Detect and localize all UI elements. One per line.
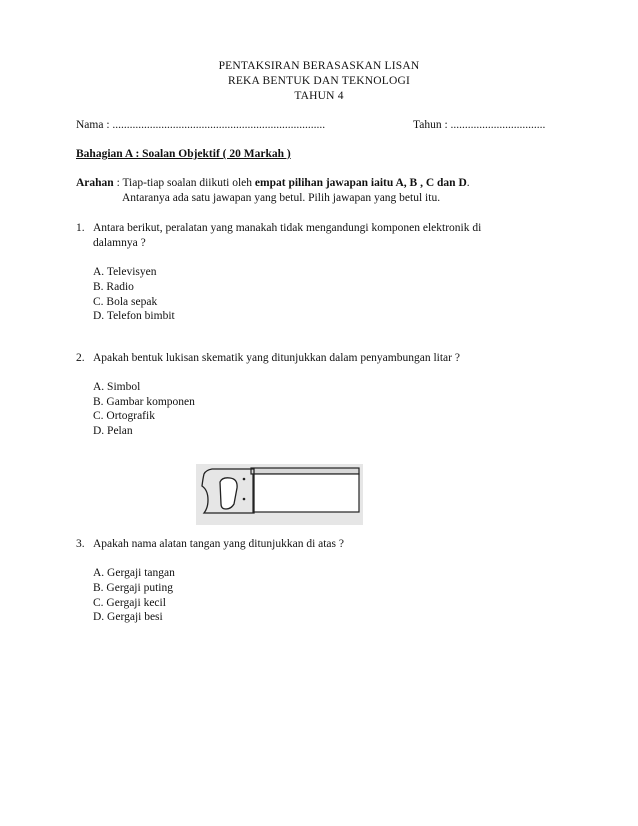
year-field-label: Tahun : .................................	[413, 119, 546, 131]
question-3-option-c: C. Gergaji kecil	[93, 597, 166, 609]
question-3-number: 3.	[76, 538, 85, 550]
question-3-text: Apakah nama alatan tangan yang ditunjukkan di atas ?	[93, 538, 344, 550]
question-2-option-d: D. Pelan	[93, 425, 133, 437]
question-2-option-a: A. Simbol	[93, 381, 141, 393]
instructions-line-2: Antaranya ada satu jawapan yang betul. Pilih jawapan yang betul itu.	[122, 192, 441, 204]
question-3-option-d: D. Gergaji besi	[93, 611, 163, 623]
name-field-label: Nama : ..........................................................................	[76, 119, 326, 131]
saw-blade	[253, 474, 359, 512]
question-3-option-a: A. Gergaji tangan	[93, 567, 175, 579]
tenon-saw-illustration	[196, 464, 363, 525]
question-1-option-c: C. Bola sepak	[93, 296, 158, 308]
instructions-end: .	[466, 177, 470, 189]
section-title: Bahagian A : Soalan Objektif ( 20 Markah )	[76, 148, 291, 160]
header-line-1: PENTAKSIRAN BERASASKAN LISAN	[218, 60, 420, 72]
question-2-option-c: C. Ortografik	[93, 410, 155, 422]
saw-rivet	[243, 478, 246, 481]
question-1-number: 1.	[76, 222, 85, 234]
question-2-option-b: B. Gambar komponen	[93, 396, 195, 408]
saw-rivet	[243, 498, 246, 501]
question-1-text-cont: dalamnya ?	[93, 237, 146, 249]
instructions-text: : Tiap-tiap soalan diikuti oleh	[113, 177, 255, 189]
question-1-option-b: B. Radio	[93, 281, 134, 293]
saw-figure	[196, 464, 363, 525]
question-1-option-d: D. Telefon bimbit	[93, 310, 175, 322]
question-3-option-b: B. Gergaji puting	[93, 582, 173, 594]
saw-grip-hole	[220, 478, 237, 509]
header-line-3: TAHUN 4	[294, 90, 344, 102]
question-1-text: Antara berikut, peralatan yang manakah tidak mengandungi komponen elektronik di	[93, 222, 482, 234]
header-line-2: REKA BENTUK DAN TEKNOLOGI	[227, 75, 411, 87]
saw-back-strip	[251, 468, 359, 474]
instructions-label: Arahan	[76, 177, 114, 189]
instructions-emphasis: empat pilihan jawapan iaitu A, B , C dan D	[254, 177, 467, 189]
question-1-option-a: A. Televisyen	[93, 266, 157, 278]
instructions-line-1	[76, 177, 470, 189]
question-2-number: 2.	[76, 352, 85, 364]
question-2-text: Apakah bentuk lukisan skematik yang ditunjukkan dalam penyambungan litar ?	[93, 352, 460, 364]
